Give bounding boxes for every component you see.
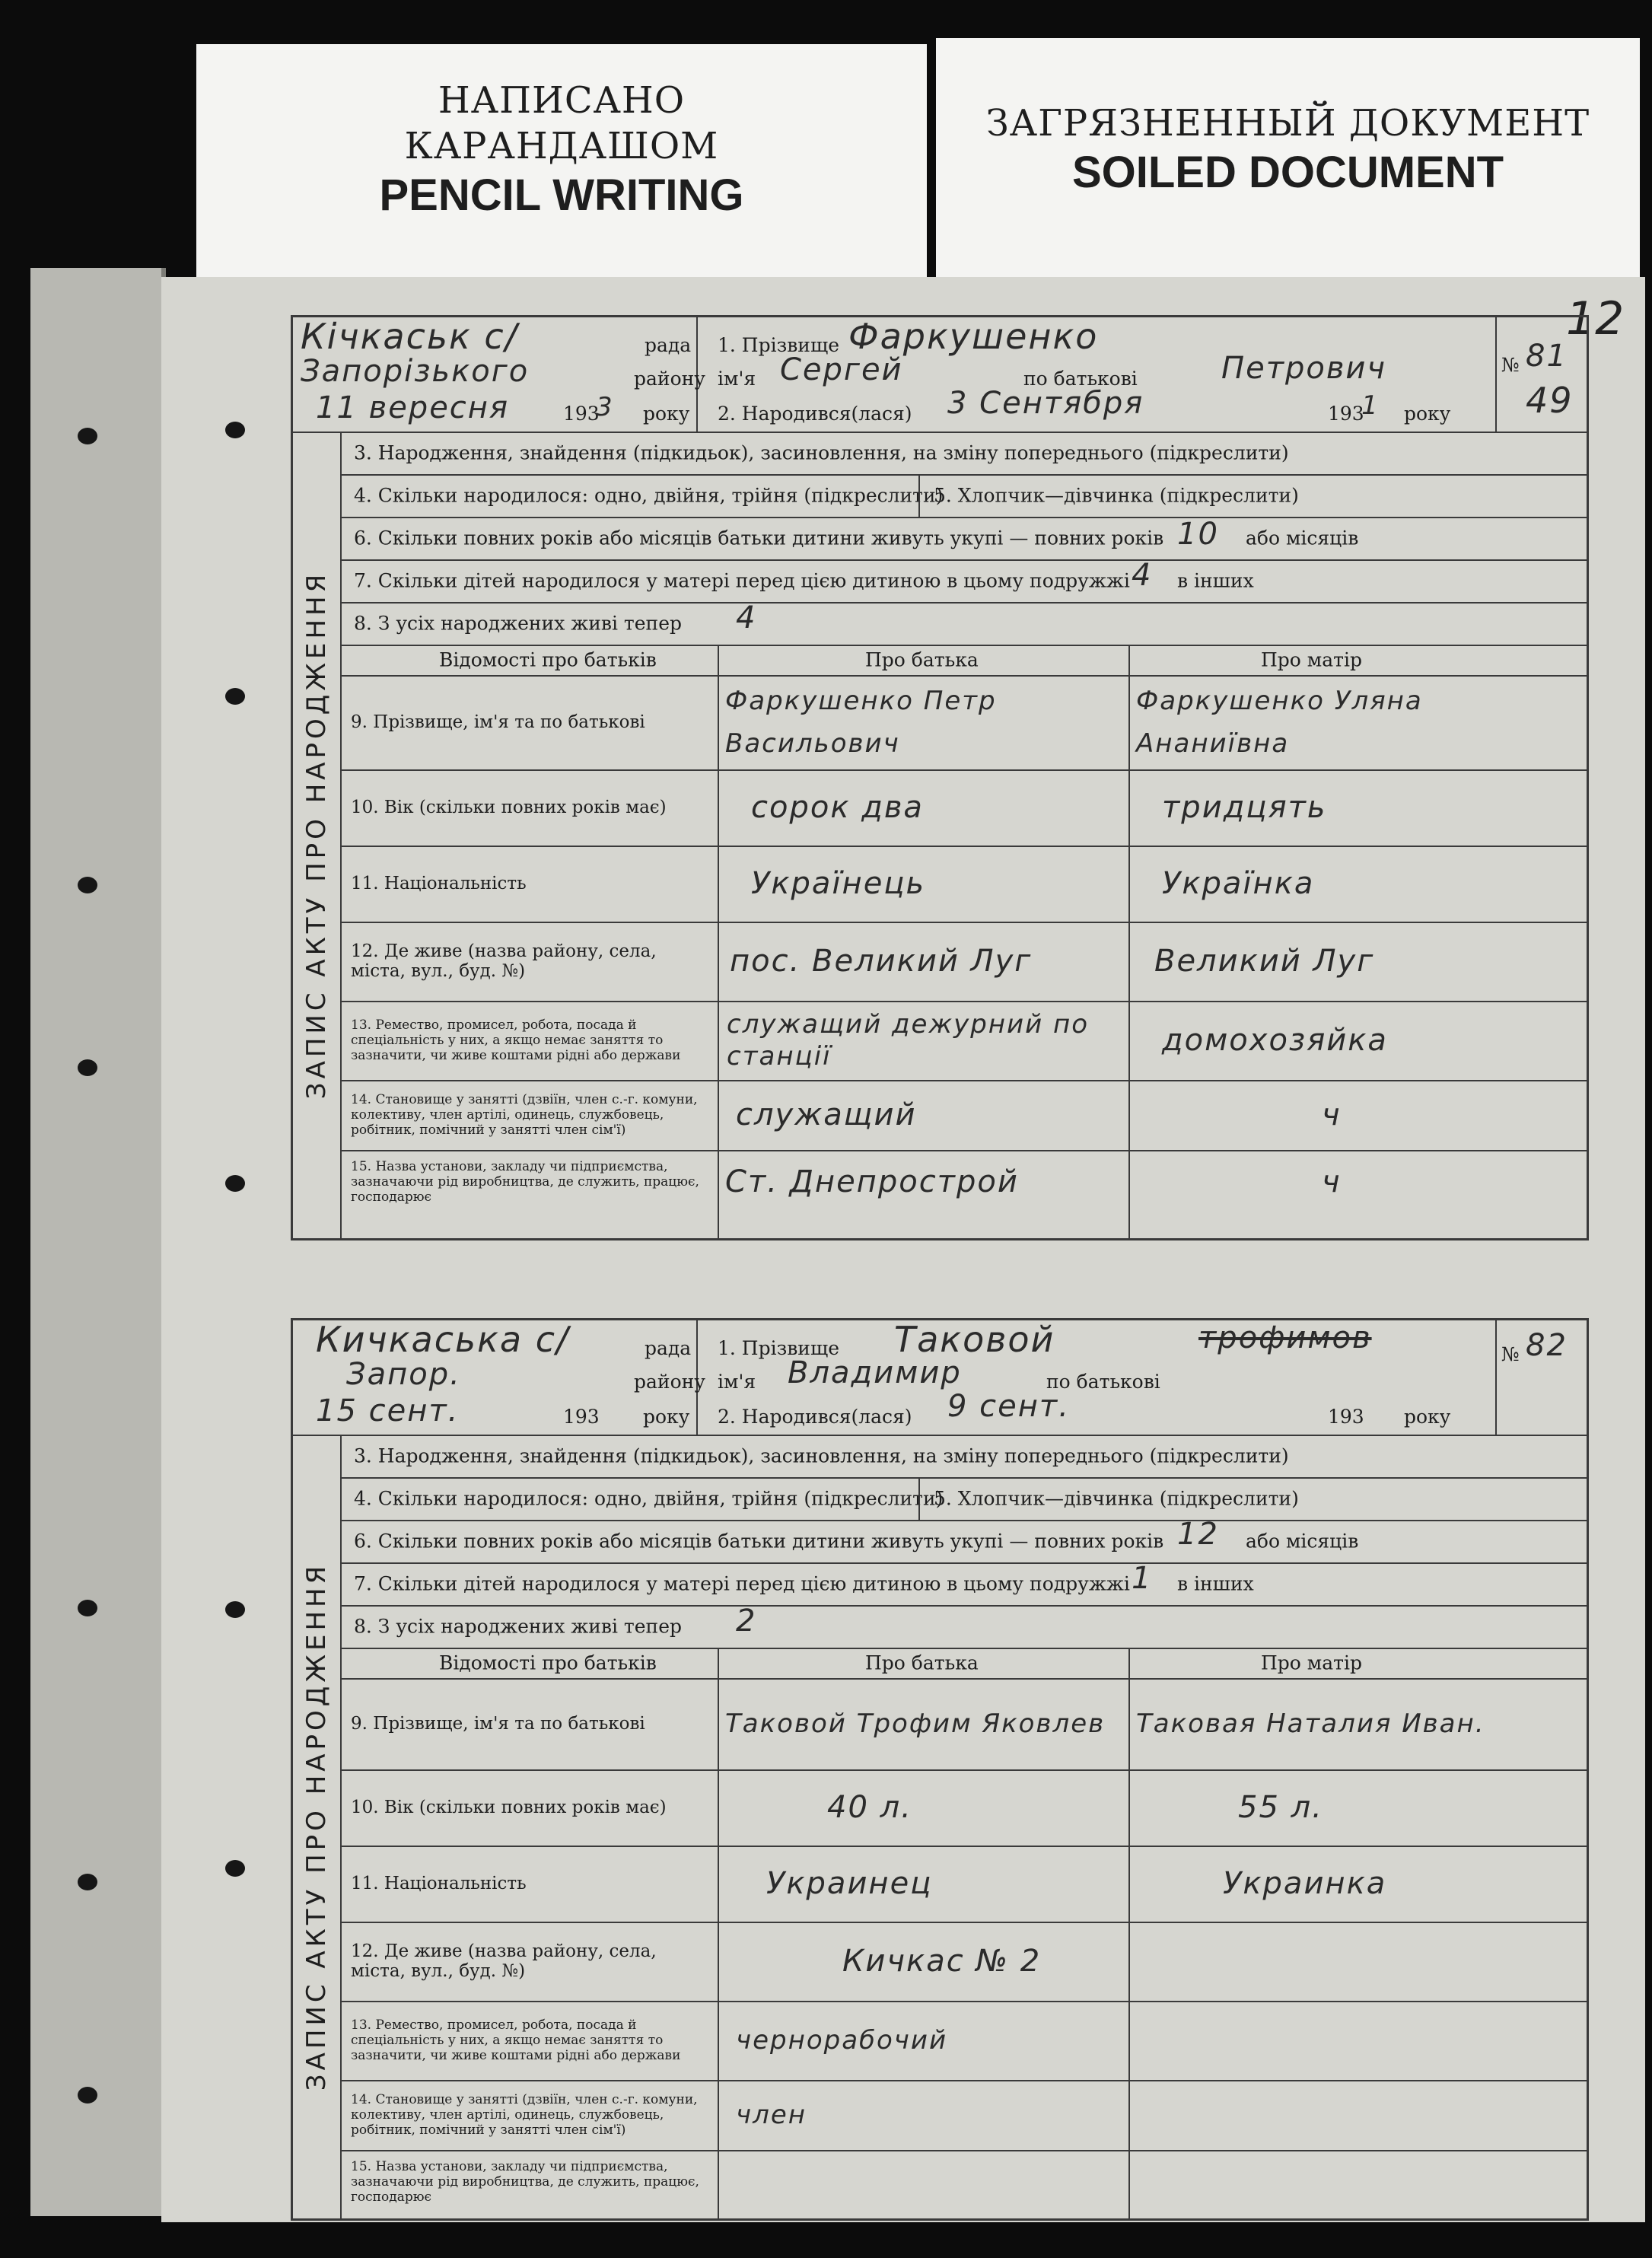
rayon-label: району bbox=[634, 1371, 705, 1393]
side-title: ЗАПИС АКТУ ПРО НАРОДЖЕННЯ bbox=[301, 1562, 332, 2091]
year-prefix: 193 bbox=[563, 403, 600, 425]
surname-label: 1. Прізвище bbox=[718, 334, 840, 356]
parents-row-name bbox=[340, 675, 1587, 771]
year-label: року bbox=[643, 1406, 690, 1428]
punch-hole bbox=[225, 1175, 245, 1192]
parents-table bbox=[340, 645, 1587, 1238]
alive-handwriting: 4 bbox=[736, 600, 757, 635]
row-previous-children bbox=[340, 1562, 1587, 1607]
born-year-label: року bbox=[1404, 1406, 1451, 1428]
parents-row-position bbox=[340, 2080, 1587, 2151]
name-handwriting: Владимир bbox=[788, 1355, 962, 1390]
row3-label: 3. Народження, знайдення (підкидьок), засиновлення, на зміну попереднього (підкреслити) bbox=[354, 1444, 1289, 1467]
punch-hole bbox=[225, 422, 245, 438]
row5-label: 5. Хлопчик—дівчинка (підкреслити) bbox=[934, 1487, 1299, 1510]
header-child bbox=[696, 317, 1497, 432]
rayon-handwriting: Запор. bbox=[346, 1357, 461, 1392]
parents-row-address bbox=[340, 1922, 1587, 2002]
header-registry bbox=[293, 316, 705, 432]
record-sheet bbox=[161, 277, 1645, 2222]
rada-label: рада bbox=[645, 334, 692, 356]
parents-row-occupation bbox=[340, 1001, 1587, 1081]
parents-row-workplace bbox=[340, 2150, 1587, 2214]
father-workplace-handwriting: Ст. Днепрострой bbox=[725, 1164, 1019, 1199]
surname-handwriting: Фаркушенко bbox=[848, 316, 1099, 357]
mother-position-handwriting: ч bbox=[1322, 1097, 1342, 1132]
parents-row-occupation bbox=[340, 2001, 1587, 2081]
row7-other-label: в інших bbox=[1177, 569, 1254, 592]
year-handwriting: 3 bbox=[596, 392, 614, 422]
years-together-handwriting: 10 bbox=[1177, 517, 1219, 552]
soiled-document-label bbox=[936, 38, 1640, 279]
punch-hole bbox=[78, 1059, 97, 1076]
surname-handwriting: Таковой bbox=[894, 1319, 1055, 1360]
punch-hole bbox=[78, 1874, 97, 1890]
parents-header-row bbox=[340, 645, 1587, 677]
prev-children-handwriting: 4 bbox=[1132, 558, 1153, 593]
pencil-ru-line1: НАПИСАНО bbox=[438, 79, 686, 122]
p15-label: 15. Назва установи, закладу чи підприємства, зазначаючи рід виробництва, де служить, працює, господарює bbox=[351, 2159, 699, 2205]
pencil-writing-label bbox=[196, 44, 927, 277]
father-position-handwriting: служащий bbox=[736, 1097, 917, 1132]
name-label: ім'я bbox=[718, 368, 756, 390]
years-together-handwriting: 12 bbox=[1177, 1517, 1219, 1552]
rayon-label: району bbox=[634, 368, 705, 390]
row8-label: 8. З усіх народжених живі тепер bbox=[354, 612, 683, 635]
father-age-handwriting: 40 л. bbox=[827, 1790, 912, 1825]
header-number bbox=[1495, 317, 1587, 432]
mother-header: Про матір bbox=[1261, 1651, 1362, 1674]
number-label: № bbox=[1501, 354, 1520, 376]
row8-label: 8. З усіх народжених живі тепер bbox=[354, 1615, 683, 1638]
row3-label: 3. Народження, знайдення (підкидьок), засиновлення, на зміну попереднього (підкреслити) bbox=[354, 441, 1289, 464]
parents-header: Відомості про батьків bbox=[439, 648, 657, 671]
surname-struck-handwriting: трофимов bbox=[1198, 1320, 1372, 1355]
p14-label: 14. Становище у занятті (дзвіїн, член с.-г. комуни, колективу, член артілі, одинець, службовець, робітник, помічний у занятті член сім'ї) bbox=[351, 1092, 698, 1138]
row-years-together bbox=[340, 1517, 1587, 1564]
parents-header: Відомості про батьків bbox=[439, 1651, 657, 1674]
mother-occupation-handwriting: домохозяйка bbox=[1162, 1023, 1388, 1058]
surname-label: 1. Прізвище bbox=[718, 1337, 840, 1359]
punch-hole bbox=[78, 2087, 97, 2104]
record-number: 82 bbox=[1526, 1328, 1568, 1363]
parents-header-row bbox=[340, 1648, 1587, 1680]
father-nationality-handwriting: Украинец bbox=[766, 1866, 933, 1901]
mother-workplace-handwriting: ч bbox=[1322, 1164, 1342, 1199]
record-number-secondary: 49 bbox=[1526, 380, 1574, 421]
mother-nationality-handwriting: Украинка bbox=[1223, 1866, 1387, 1901]
p13-label: 13. Ремество, промисел, робота, посада й спеціальність у них, а якщо немає заняття то зазначити, чи живе коштами рідні або держави bbox=[351, 2018, 681, 2063]
parents-row-nationality bbox=[340, 846, 1587, 923]
row4-label: 4. Скільки народилося: одно, двійня, трійня (підкреслити) bbox=[354, 1487, 944, 1510]
card-header bbox=[293, 317, 1587, 433]
date-handwriting: 15 сент. bbox=[316, 1393, 460, 1428]
row-count-sex bbox=[340, 474, 1587, 518]
header-number bbox=[1495, 1320, 1587, 1435]
born-handwriting: 3 Сентября bbox=[947, 386, 1144, 421]
p11-label: 11. Національність bbox=[351, 1874, 527, 1893]
side-title: ЗАПИС АКТУ ПРО НАРОДЖЕННЯ bbox=[301, 570, 332, 1100]
parents-row-name bbox=[340, 1678, 1587, 1771]
alive-handwriting: 2 bbox=[736, 1604, 757, 1639]
father-occupation-handwriting: чернорабочий bbox=[736, 2025, 948, 2056]
row6-label: 6. Скільки повних років або місяців батьки дитини живуть укупі — повних років bbox=[354, 1530, 1164, 1553]
card-side-title bbox=[293, 432, 342, 1238]
parents-row-age bbox=[340, 1769, 1587, 1847]
rada-handwriting: Кічкаськ с/ bbox=[301, 316, 519, 357]
row-birth-type bbox=[340, 432, 1587, 476]
mother-age-handwriting: тридцять bbox=[1162, 790, 1327, 825]
prev-children-handwriting: 1 bbox=[1132, 1561, 1153, 1596]
rada-handwriting: Кичкаська с/ bbox=[316, 1319, 570, 1360]
parents-row-workplace bbox=[340, 1150, 1587, 1214]
mother-address-handwriting: Великий Луг bbox=[1154, 944, 1375, 979]
row5-label: 5. Хлопчик—дівчинка (підкреслити) bbox=[934, 484, 1299, 507]
row4-label: 4. Скільки народилося: одно, двійня, трійня (підкреслити) bbox=[354, 484, 944, 507]
parents-row-address bbox=[340, 922, 1587, 1002]
father-header: Про батька bbox=[865, 648, 979, 671]
born-handwriting: 9 сент. bbox=[947, 1389, 1070, 1424]
pencil-en: PENCIL WRITING bbox=[379, 170, 744, 220]
born-year-handwriting: 1 bbox=[1361, 390, 1380, 421]
mother-age-handwriting: 55 л. bbox=[1238, 1790, 1323, 1825]
row-count-sex bbox=[340, 1477, 1587, 1521]
punch-hole bbox=[78, 428, 97, 444]
binding-strip bbox=[30, 268, 166, 2216]
p10-label: 10. Вік (скільки повних років має) bbox=[351, 798, 667, 817]
name-label: ім'я bbox=[718, 1371, 756, 1393]
card-header bbox=[293, 1320, 1587, 1436]
born-year-label: року bbox=[1404, 403, 1451, 425]
patronymic-handwriting: Петрович bbox=[1221, 351, 1387, 386]
p9-label: 9. Прізвище, ім'я та по батькові bbox=[351, 1714, 645, 1734]
rada-label: рада bbox=[645, 1337, 692, 1359]
born-label: 2. Народився(лася) bbox=[718, 403, 912, 425]
mother-name-handwriting: Фаркушенко Уляна Ананиївна bbox=[1136, 686, 1423, 759]
father-address-handwriting: пос. Великий Луг bbox=[730, 944, 1033, 979]
row-birth-type bbox=[340, 1435, 1587, 1479]
date-handwriting: 11 вересня bbox=[316, 390, 510, 425]
father-name-handwriting: Фаркушенко Петр Васильович bbox=[725, 686, 997, 759]
father-header: Про батька bbox=[865, 1651, 979, 1674]
punch-hole bbox=[78, 877, 97, 893]
row6-label: 6. Скільки повних років або місяців батьки дитини живуть укупі — повних років bbox=[354, 527, 1164, 549]
birth-record-card-82 bbox=[291, 1318, 1589, 2221]
punch-hole bbox=[225, 1601, 245, 1618]
rayon-handwriting: Запорізького bbox=[301, 354, 530, 389]
punch-hole bbox=[225, 688, 245, 705]
father-position-handwriting: член bbox=[736, 2100, 807, 2130]
father-age-handwriting: сорок два bbox=[751, 790, 924, 825]
row-divider bbox=[918, 474, 920, 517]
father-address-handwriting: Кичкас № 2 bbox=[842, 1944, 1042, 1979]
row-previous-children bbox=[340, 559, 1587, 604]
row7-label: 7. Скільки дітей народилося у матері перед цією дитиною в цьому подружжі bbox=[354, 1572, 1130, 1595]
row-alive bbox=[340, 602, 1587, 646]
parents-row-position bbox=[340, 1080, 1587, 1151]
punch-hole bbox=[78, 1600, 97, 1616]
soiled-en: SOILED DOCUMENT bbox=[1071, 148, 1504, 197]
patronymic-label: по батькові bbox=[1023, 368, 1138, 390]
father-nationality-handwriting: Українець bbox=[751, 866, 926, 901]
year-label: року bbox=[643, 403, 690, 425]
p15-label: 15. Назва установи, закладу чи підприємства, зазначаючи рід виробництва, де служить, працює, господарює bbox=[351, 1159, 699, 1205]
soiled-ru: ЗАГРЯЗНЕННЫЙ ДОКУМЕНТ bbox=[985, 102, 1590, 145]
card-side-title bbox=[293, 1435, 342, 2218]
row-alive bbox=[340, 1605, 1587, 1649]
row-divider bbox=[918, 1477, 920, 1520]
birth-record-card-81 bbox=[291, 315, 1589, 1240]
p9-label: 9. Прізвище, ім'я та по батькові bbox=[351, 712, 645, 732]
row6-months-label: або місяців bbox=[1246, 1530, 1359, 1553]
margin-page-number: 12 bbox=[1566, 292, 1625, 346]
pencil-ru-line2: КАРАНДАШОМ bbox=[404, 125, 719, 167]
record-number: 81 bbox=[1526, 339, 1568, 374]
row-years-together bbox=[340, 517, 1587, 561]
row7-label: 7. Скільки дітей народилося у матері перед цією дитиною в цьому подружжі bbox=[354, 569, 1130, 592]
number-label: № bbox=[1501, 1343, 1520, 1365]
p13-label: 13. Ремество, промисел, робота, посада й спеціальність у них, а якщо немає заняття то зазначити, чи живе коштами рідні або держави bbox=[351, 1018, 681, 1063]
parents-row-age bbox=[340, 769, 1587, 847]
parents-row-nationality bbox=[340, 1846, 1587, 1923]
row6-months-label: або місяців bbox=[1246, 527, 1359, 549]
born-year-prefix: 193 bbox=[1328, 403, 1364, 425]
born-year-prefix: 193 bbox=[1328, 1406, 1364, 1428]
parents-table bbox=[340, 1648, 1587, 2218]
born-label: 2. Народився(лася) bbox=[718, 1406, 912, 1428]
punch-hole bbox=[225, 1860, 245, 1877]
name-handwriting: Сергей bbox=[780, 352, 903, 387]
year-prefix: 193 bbox=[563, 1406, 600, 1428]
p12-label: 12. Де живе (назва району, села, міста, вул., буд. №) bbox=[351, 1941, 657, 1981]
p12-label: 12. Де живе (назва району, села, міста, вул., буд. №) bbox=[351, 941, 657, 981]
mother-name-handwriting: Таковая Наталия Иван. bbox=[1136, 1709, 1485, 1739]
p11-label: 11. Національність bbox=[351, 874, 527, 893]
patronymic-label: по батькові bbox=[1046, 1371, 1160, 1393]
header-child bbox=[696, 1320, 1497, 1435]
p14-label: 14. Становище у занятті (дзвіїн, член с.-г. комуни, колективу, член артілі, одинець, службовець, робітник, помічний у занятті член сім'ї) bbox=[351, 2092, 698, 2138]
mother-nationality-handwriting: Українка bbox=[1162, 866, 1315, 901]
p10-label: 10. Вік (скільки повних років має) bbox=[351, 1798, 667, 1817]
row7-other-label: в інших bbox=[1177, 1572, 1254, 1595]
father-name-handwriting: Таковой Трофим Яковлев bbox=[725, 1709, 1106, 1739]
header-registry bbox=[293, 1319, 705, 1435]
father-occupation-handwriting: служащий дежурний по станції bbox=[727, 1009, 1090, 1072]
mother-header: Про матір bbox=[1261, 648, 1362, 671]
